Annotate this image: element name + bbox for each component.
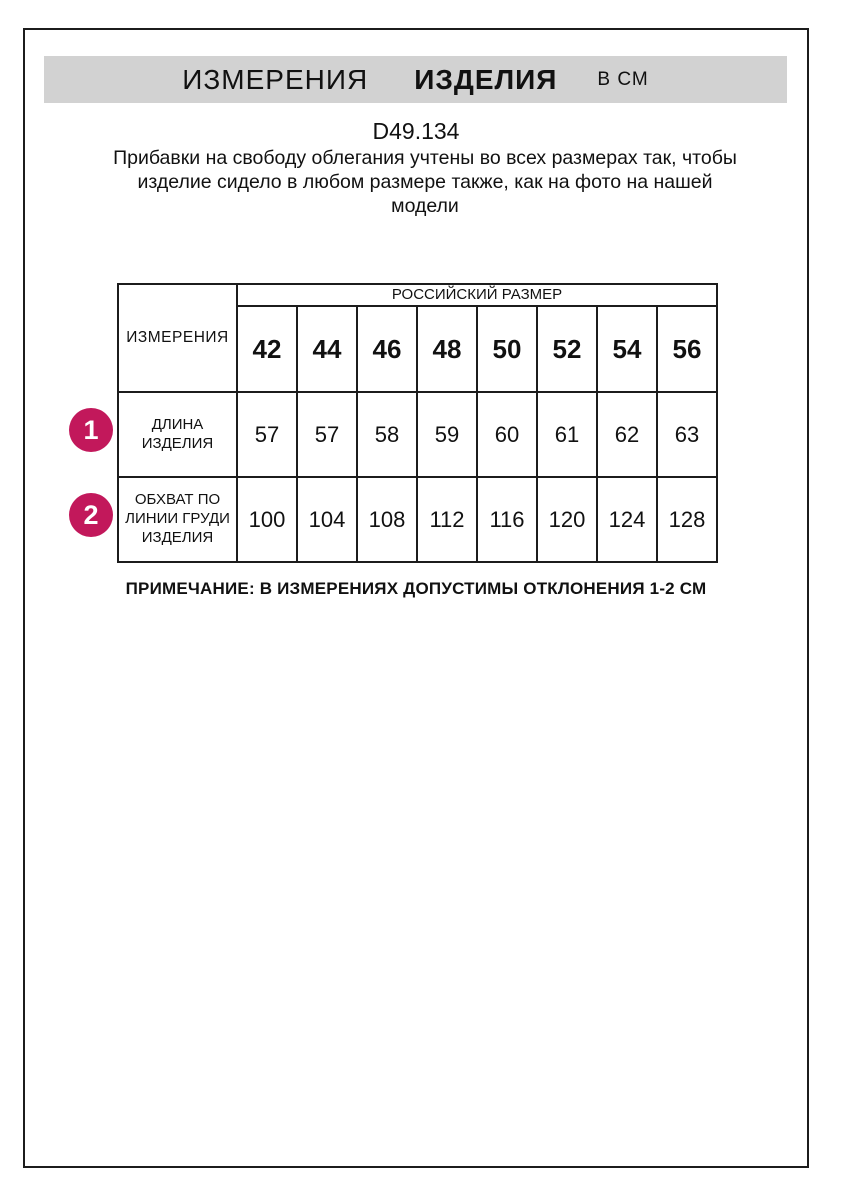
value-cell: 62: [597, 392, 657, 477]
value-cell: 58: [357, 392, 417, 477]
value-cell: 128: [657, 477, 717, 562]
product-description: Прибавки на свободу облегания учтены во всех размерах так, чтобы изделие сидело в любом размере также, как на фото на нашей модели: [113, 147, 737, 217]
size-cell: 42: [237, 306, 297, 392]
value-cell: 61: [537, 392, 597, 477]
value-cell: 124: [597, 477, 657, 562]
value-cell: 57: [237, 392, 297, 477]
size-table: [117, 283, 718, 563]
row-number-badge-2: 2: [69, 493, 113, 537]
page-title-product: ИЗДЕЛИЯ: [414, 63, 558, 95]
value-cell: 112: [417, 477, 477, 562]
row-label-chest: ОБХВАТ ПО ЛИНИИ ГРУДИ ИЗДЕЛИЯ: [118, 477, 237, 562]
value-cell: 120: [537, 477, 597, 562]
size-cell: 56: [657, 306, 717, 392]
table-row-group-header: [118, 284, 717, 306]
title-band: [44, 56, 787, 103]
value-cell: 57: [297, 392, 357, 477]
page-title-measurements: ИЗМЕРЕНИЯ: [182, 63, 369, 95]
measurements-header-cell: ИЗМЕРЕНИЯ: [118, 284, 237, 392]
size-cell: 52: [537, 306, 597, 392]
row-number-badge-1: 1: [69, 408, 113, 452]
value-cell: 59: [417, 392, 477, 477]
note-text: ПРИМЕЧАНИЕ: В ИЗМЕРЕНИЯХ ДОПУСТИМЫ ОТКЛОНЕНИЯ 1-2 СМ: [125, 579, 707, 598]
value-cell: 108: [357, 477, 417, 562]
value-cell: 63: [657, 392, 717, 477]
size-cell: 50: [477, 306, 537, 392]
row-label-length: ДЛИНА ИЗДЕЛИЯ: [118, 392, 237, 477]
table-row-chest: [118, 477, 717, 562]
russian-size-header-cell: РОССИЙСКИЙ РАЗМЕР: [237, 284, 717, 306]
size-cell: 46: [357, 306, 417, 392]
page-title-units: В СМ: [597, 68, 649, 90]
value-cell: 60: [477, 392, 537, 477]
product-code: D49.134: [372, 118, 460, 144]
value-cell: 104: [297, 477, 357, 562]
table-row-length: [118, 392, 717, 477]
value-cell: 116: [477, 477, 537, 562]
size-cell: 48: [417, 306, 477, 392]
size-cell: 54: [597, 306, 657, 392]
size-cell: 44: [297, 306, 357, 392]
value-cell: 100: [237, 477, 297, 562]
